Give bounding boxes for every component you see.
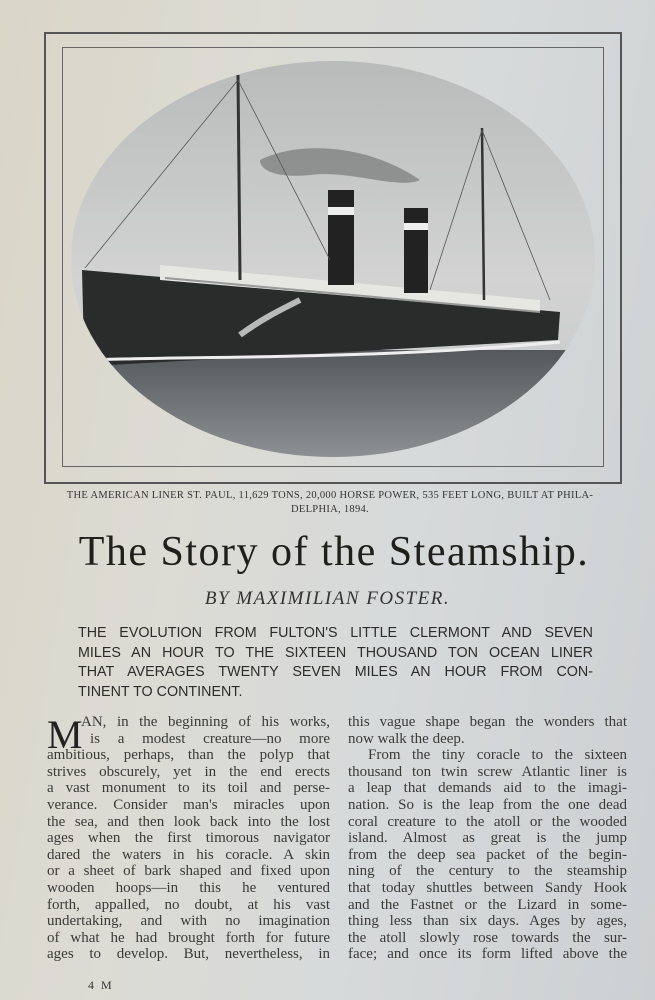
- body-line: a leap that demands aid to the imagi-: [348, 780, 627, 797]
- body-line: undertaking, and with no imagination: [47, 913, 330, 930]
- body-line: ambitious, perhaps, than the polyp that: [47, 747, 330, 764]
- body-line: forth, appalled, no doubt, at his vast: [47, 896, 330, 913]
- body-line: dared the waters in his coracle. A skin: [47, 846, 330, 863]
- article-title: The Story of the Steamship.: [78, 529, 590, 575]
- deck-line: THAT AVERAGES TWENTY SEVEN MILES AN HOUR FROM CON-: [78, 664, 593, 680]
- page-signature: 4 M: [88, 978, 114, 992]
- body-line: thing less than six days. Ages by ages,: [348, 913, 627, 930]
- funnel-front: [328, 190, 354, 285]
- body-line: ages to develop. But, nevertheless, in: [47, 946, 330, 963]
- illustration-caption: [40, 489, 620, 517]
- body-line: strives obscurely, yet in the end erects: [47, 763, 330, 780]
- body-line: AN, in the beginning of his works,: [81, 714, 330, 730]
- drop-cap: M: [47, 712, 83, 757]
- body-line: or a sheet of bark shaped and fixed upon: [47, 863, 330, 880]
- body-line: ages when the first timorous navigator: [47, 830, 330, 847]
- body-line: of what he had brought forth for future: [47, 929, 330, 946]
- body-line: a vast monument to its toil and perse-: [47, 780, 330, 797]
- body-line: face; and once its form lifted above the: [348, 946, 627, 963]
- body-line: the atoll slowly rose towards the sur-: [348, 929, 627, 946]
- body-line: wooden hoops—in this he ventured: [47, 879, 330, 896]
- mast-front: [238, 75, 240, 280]
- article-byline: BY MAXIMILIAN FOSTER.: [204, 588, 451, 609]
- body-line: thousand ton twin screw Atlantic liner is: [348, 763, 627, 780]
- body-column-left: [47, 714, 330, 963]
- deck-line: TINENT TO CONTINENT.: [78, 683, 243, 700]
- body-line: that today shuttles between Sandy Hook: [348, 879, 627, 896]
- body-line: the sea, and then look back into the lost: [47, 813, 330, 830]
- funnel-rear: [404, 208, 428, 293]
- body-line: this vague shape began the wonders that: [348, 714, 627, 730]
- caption-line: DELPHIA, 1894.: [291, 504, 369, 515]
- body-line: from the deep sea packet of the begin-: [348, 846, 627, 863]
- body-line: now walk the deep.: [348, 730, 465, 747]
- body-line: island. Almost as great is the jump: [348, 830, 627, 847]
- caption-line: THE AMERICAN LINER ST. PAUL, 11,629 TONS, 20,000 HORSE POWER, 535 FEET LONG, BUILT AT PHILA-: [66, 490, 594, 501]
- body-column-right: [348, 714, 627, 963]
- body-line: ning of the century to the steamship: [348, 863, 627, 880]
- body-line: nation. So is the leap from the one dead: [348, 796, 627, 813]
- steamship-photo: [70, 60, 596, 458]
- body-line: coral creature to the atoll or the wooded: [348, 813, 627, 830]
- body-line: verance. Consider man's miracles upon: [47, 796, 330, 813]
- body-line: and the Fastnet or the Lizard in some-: [348, 896, 627, 913]
- body-line: From the tiny coracle to the sixteen: [368, 747, 627, 764]
- deck-line: MILES AN HOUR TO THE SIXTEEN THOUSAND TON OCEAN LINER: [78, 644, 593, 661]
- article-deck: [78, 624, 593, 702]
- body-line: is a modest creature—no more: [90, 730, 330, 747]
- deck-line: THE EVOLUTION FROM FULTON'S LITTLE CLERMONT AND SEVEN: [78, 625, 593, 641]
